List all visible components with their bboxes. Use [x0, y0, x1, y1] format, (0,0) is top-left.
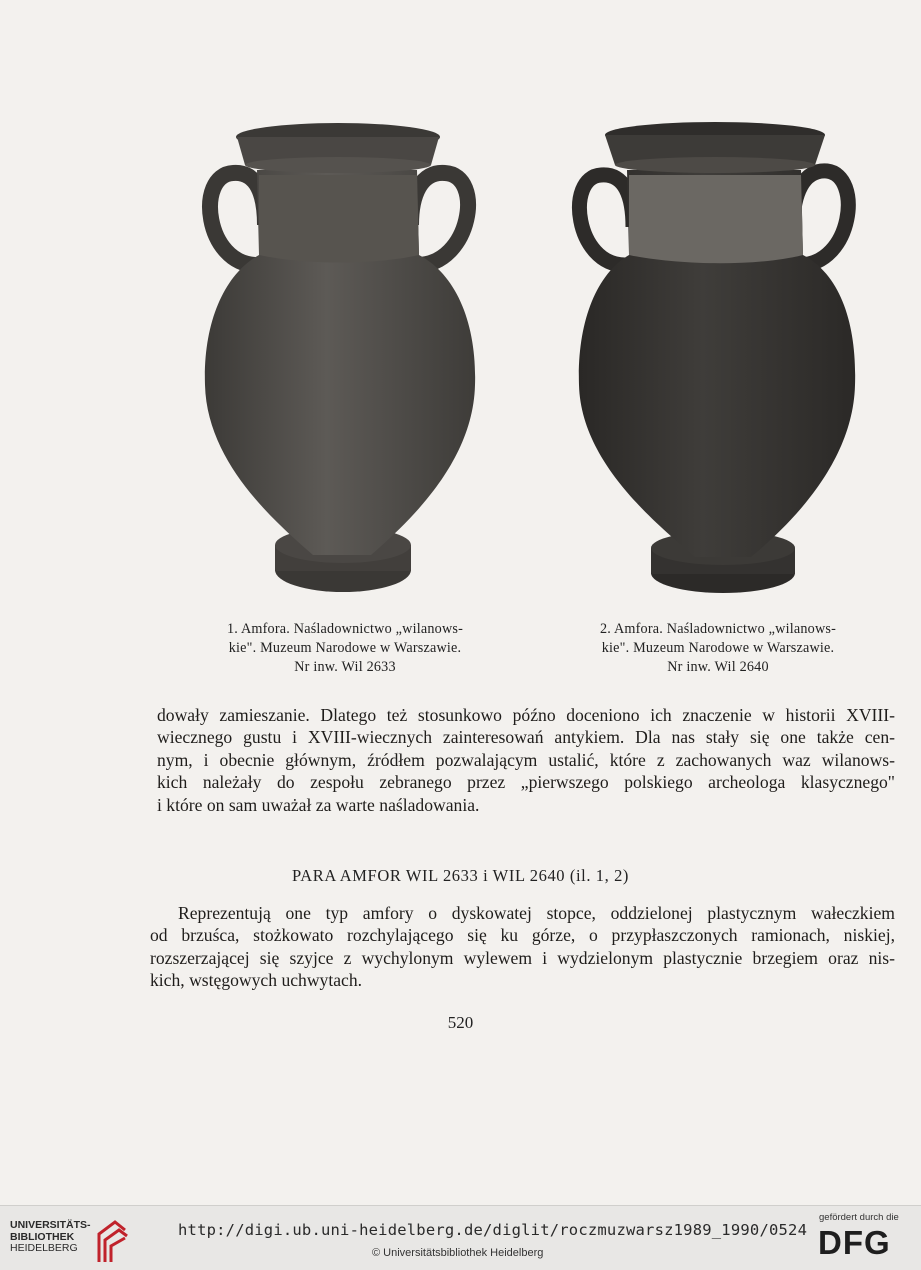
text-line: wiecznego gustu i XVIII-wiecznych zainteresowań antykiem. Dla nas stały się one także cen-: [157, 727, 895, 748]
page-number: 520: [447, 1013, 474, 1032]
amphora-icon: [565, 115, 865, 600]
caption-line: kie". Muzeum Narodowe w Warszawie.: [601, 640, 835, 656]
caption-line: Nr inw. Wil 2640: [667, 659, 769, 675]
copyright-notice: © Universitätsbibliothek Heidelberg: [372, 1247, 544, 1259]
caption-line: 2. Amfora. Naśladownictwo „wilanows-: [599, 621, 837, 637]
figure-2-amphora-image: [565, 115, 865, 600]
library-emblem-icon: [95, 1218, 129, 1264]
sponsor-label: gefördert durch die: [819, 1212, 899, 1223]
section-heading: PARA AMFOR WIL 2633 i WIL 2640 (il. 1, 2): [291, 866, 630, 885]
paragraph-2: [150, 902, 895, 992]
text-line: Reprezentują one typ amfory o dyskowatej stopce, oddzielonej plastycznym wałeczkiem: [178, 903, 895, 923]
figure-1-amphora-image: [195, 115, 485, 600]
dfg-logo[interactable]: [815, 1212, 911, 1264]
library-line: HEIDELBERG: [10, 1242, 78, 1254]
text-line: od brzuśca, stożkowato rozchylającego się ku górze, o przypłaszczonych ramionach, niskiej,: [150, 925, 895, 946]
paragraph-1: [157, 704, 895, 816]
figure-2-caption: [563, 620, 873, 677]
library-line: BIBLIOTHEK: [10, 1230, 75, 1243]
caption-line: 1. Amfora. Naśladownictwo „wilanows-: [226, 621, 464, 637]
text-line: kich, wstęgowych uchwytach.: [150, 970, 363, 991]
caption-line: kie". Muzeum Narodowe w Warszawie.: [228, 640, 462, 656]
caption-line: Nr inw. Wil 2633: [294, 659, 396, 675]
text-line: kich należały do zespołu zebranego przez „pierwszego polskiego archeologa klasycznego": [157, 772, 895, 793]
document-url-link[interactable]: http://digi.ub.uni-heidelberg.de/diglit/roczmuzwarsz1989_1990/0524: [178, 1221, 808, 1239]
text-line: dowały zamieszanie. Dlatego też stosunkowo późno doceniono ich znaczenie w historii XVIII-: [157, 705, 895, 725]
library-logo[interactable]: [10, 1218, 135, 1264]
dfg-wordmark: DFG: [818, 1224, 891, 1261]
text-line: rozszerzającej się szyjce z wychylonym wylewem i wydzielonym plastycznie brzegiem oraz nis-: [150, 947, 895, 968]
library-line: UNIVERSITÄTS-: [10, 1219, 91, 1231]
footer-bar: [0, 1205, 921, 1270]
library-name: [10, 1220, 91, 1255]
text-line: i które on sam uważał za warte naśladowania.: [157, 794, 480, 815]
amphora-icon: [195, 115, 485, 600]
text-line: nym, i obecnie głównym, źródłem pozwalającym ustalić, które z zachowanych waz wilanows-: [157, 749, 895, 770]
figure-1-caption: [190, 620, 500, 677]
